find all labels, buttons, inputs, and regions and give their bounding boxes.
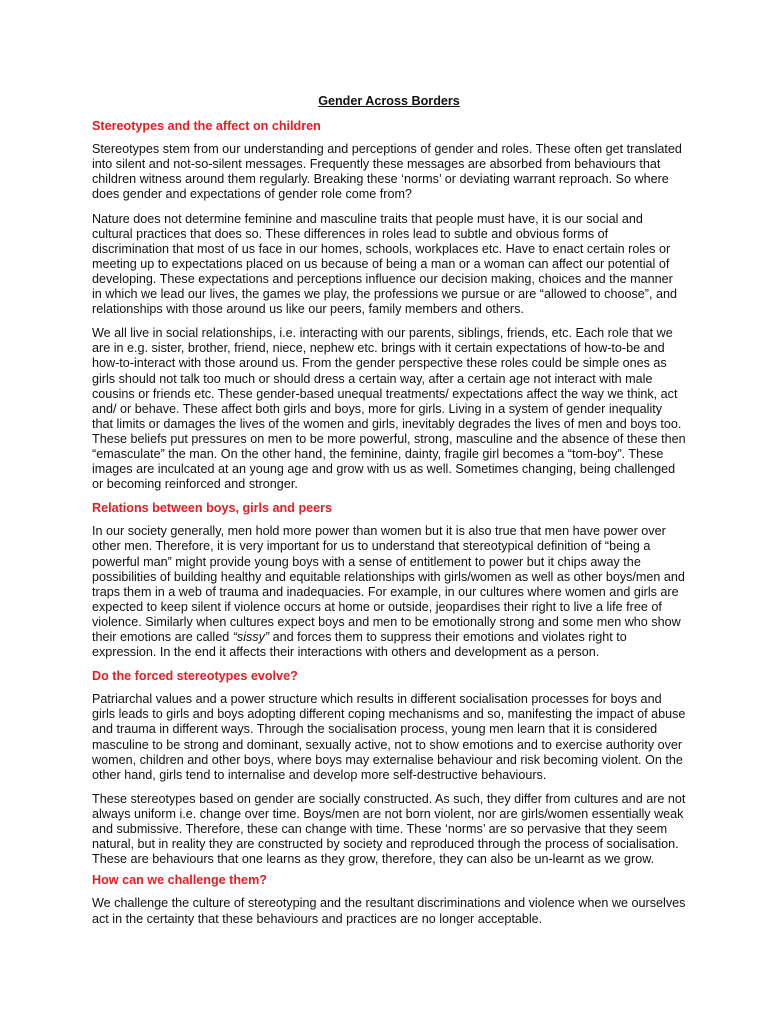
paragraph: Stereotypes stem from our understanding and perceptions of gender and roles. These often get translated into silent and not-so-silent messages. Frequently these messages are absorbed from behaviours that children witness around them regularly. Breaking these ‘norms’ or deviating warrant reproach. So where does gender and expectations of gender role come from? (92, 142, 682, 202)
document-page (92, 88, 686, 936)
paragraph-italic-text: “sissy” (232, 630, 270, 644)
paragraph: We challenge the culture of stereotyping and the resultant discriminations and violence when we ourselves act in the certainty that these behaviours and practices are no longer acceptable. (92, 896, 686, 926)
paragraph: These stereotypes based on gender are socially constructed. As such, they differ from cultures and are not always uniform i.e. change over time. Boys/men are not born violent, nor are girls/women essentially weak and submissive. Therefore, these can change with time. These ‘norms’ are so pervasive that they seem natural, but in reality they are constructed by society and reproduced through the process of socialisation. These are behaviours that one learns as they grow, therefore, they can also be un-learnt as we grow. (92, 791, 686, 867)
document-title: Gender Across Borders (318, 94, 460, 108)
section-heading: Stereotypes and the affect on children (92, 119, 321, 134)
paragraph-text: In our society generally, men hold more power than women but it is also true that men have power over other men. Therefore, it is very important for us to understand that stereotypical definition of “being a powerful man” might provide young boys with a sense of entitlement to power but it chips away the possibilities of building healthy and equitable relationships with girls/women as well as other boys/men and traps them in a web of trauma and inadequacies. For example, in our cultures where women and girls are expected to keep silent if violence occurs at home or outside, jeopardises their right to live a life free of violence. Similarly when cultures expect boys and men to be emotionally strong and some men who show their emotions are called (92, 524, 685, 644)
section-heading: Do the forced stereotypes evolve? (92, 669, 298, 684)
paragraph: Patriarchal values and a power structure which results in different socialisation processes for boys and girls leads to girls and boys adopting different coping mechanisms and so, manifesting the impact of abuse and trauma in different ways. Through the socialisation process, young men learn that it is considered masculine to be strong and dominant, sexually active, not to show emotions and to exercise authority over women, children and other boys, where boys may externalise behaviour and risk becoming violent. On the other hand, girls tend to internalise and develop more self-destructive behaviours. (92, 692, 686, 782)
section-heading: Relations between boys, girls and peers (92, 501, 333, 516)
paragraph: Nature does not determine feminine and masculine traits that people must have, it is our social and cultural practices that does so. These differences in roles lead to subtle and obvious forms of discrimination that most of us face in our homes, schools, workplaces etc. Have to enact certain roles or meeting up to expectations placed on us because of being a man or a woman can affect our potential of developing. These expectations and perceptions influence our decision making, choices and the manner in which we lead our lives, the games we play, the professions we pursue or are “allowed to choose”, and relationships with those around us like our peers, family members and others. (92, 211, 677, 317)
paragraph: We all live in social relationships, i.e. interacting with our parents, siblings, friends, etc. Each role that we are in e.g. sister, brother, friend, niece, nephew etc. brings with it certain expectations of how-to-be and how-to-interact with those around us. From the gender perspective these roles could be simple ones as girls should not talk too much or should dress a certain way, after a certain age not interact with male cousins or friends etc. These gender-based unequal treatments/ expectations affect the way we think, act and/ or behave. These affect both girls and boys, more for girls. Living in a system of gender inequality that limits or damages the lives of the women and girls, inevitably degrades the lives of men and boys too. These beliefs put pressures on men to be more powerful, strong, masculine and the absence of these then “emasculate” the man. On the other hand, the feminine, dainty, fragile girl becomes a “tom-boy”. These images are inculcated at an young age and grow with us as well. Sometimes changing, being challenged or becoming reinforced and stronger. (92, 326, 686, 492)
paragraph-text: and forces them to suppress their emotions and violates right to expression. In the end it affects their interactions with others and development as a person. (92, 630, 627, 660)
section-heading: How can we challenge them? (92, 873, 267, 888)
paragraph (92, 524, 686, 660)
